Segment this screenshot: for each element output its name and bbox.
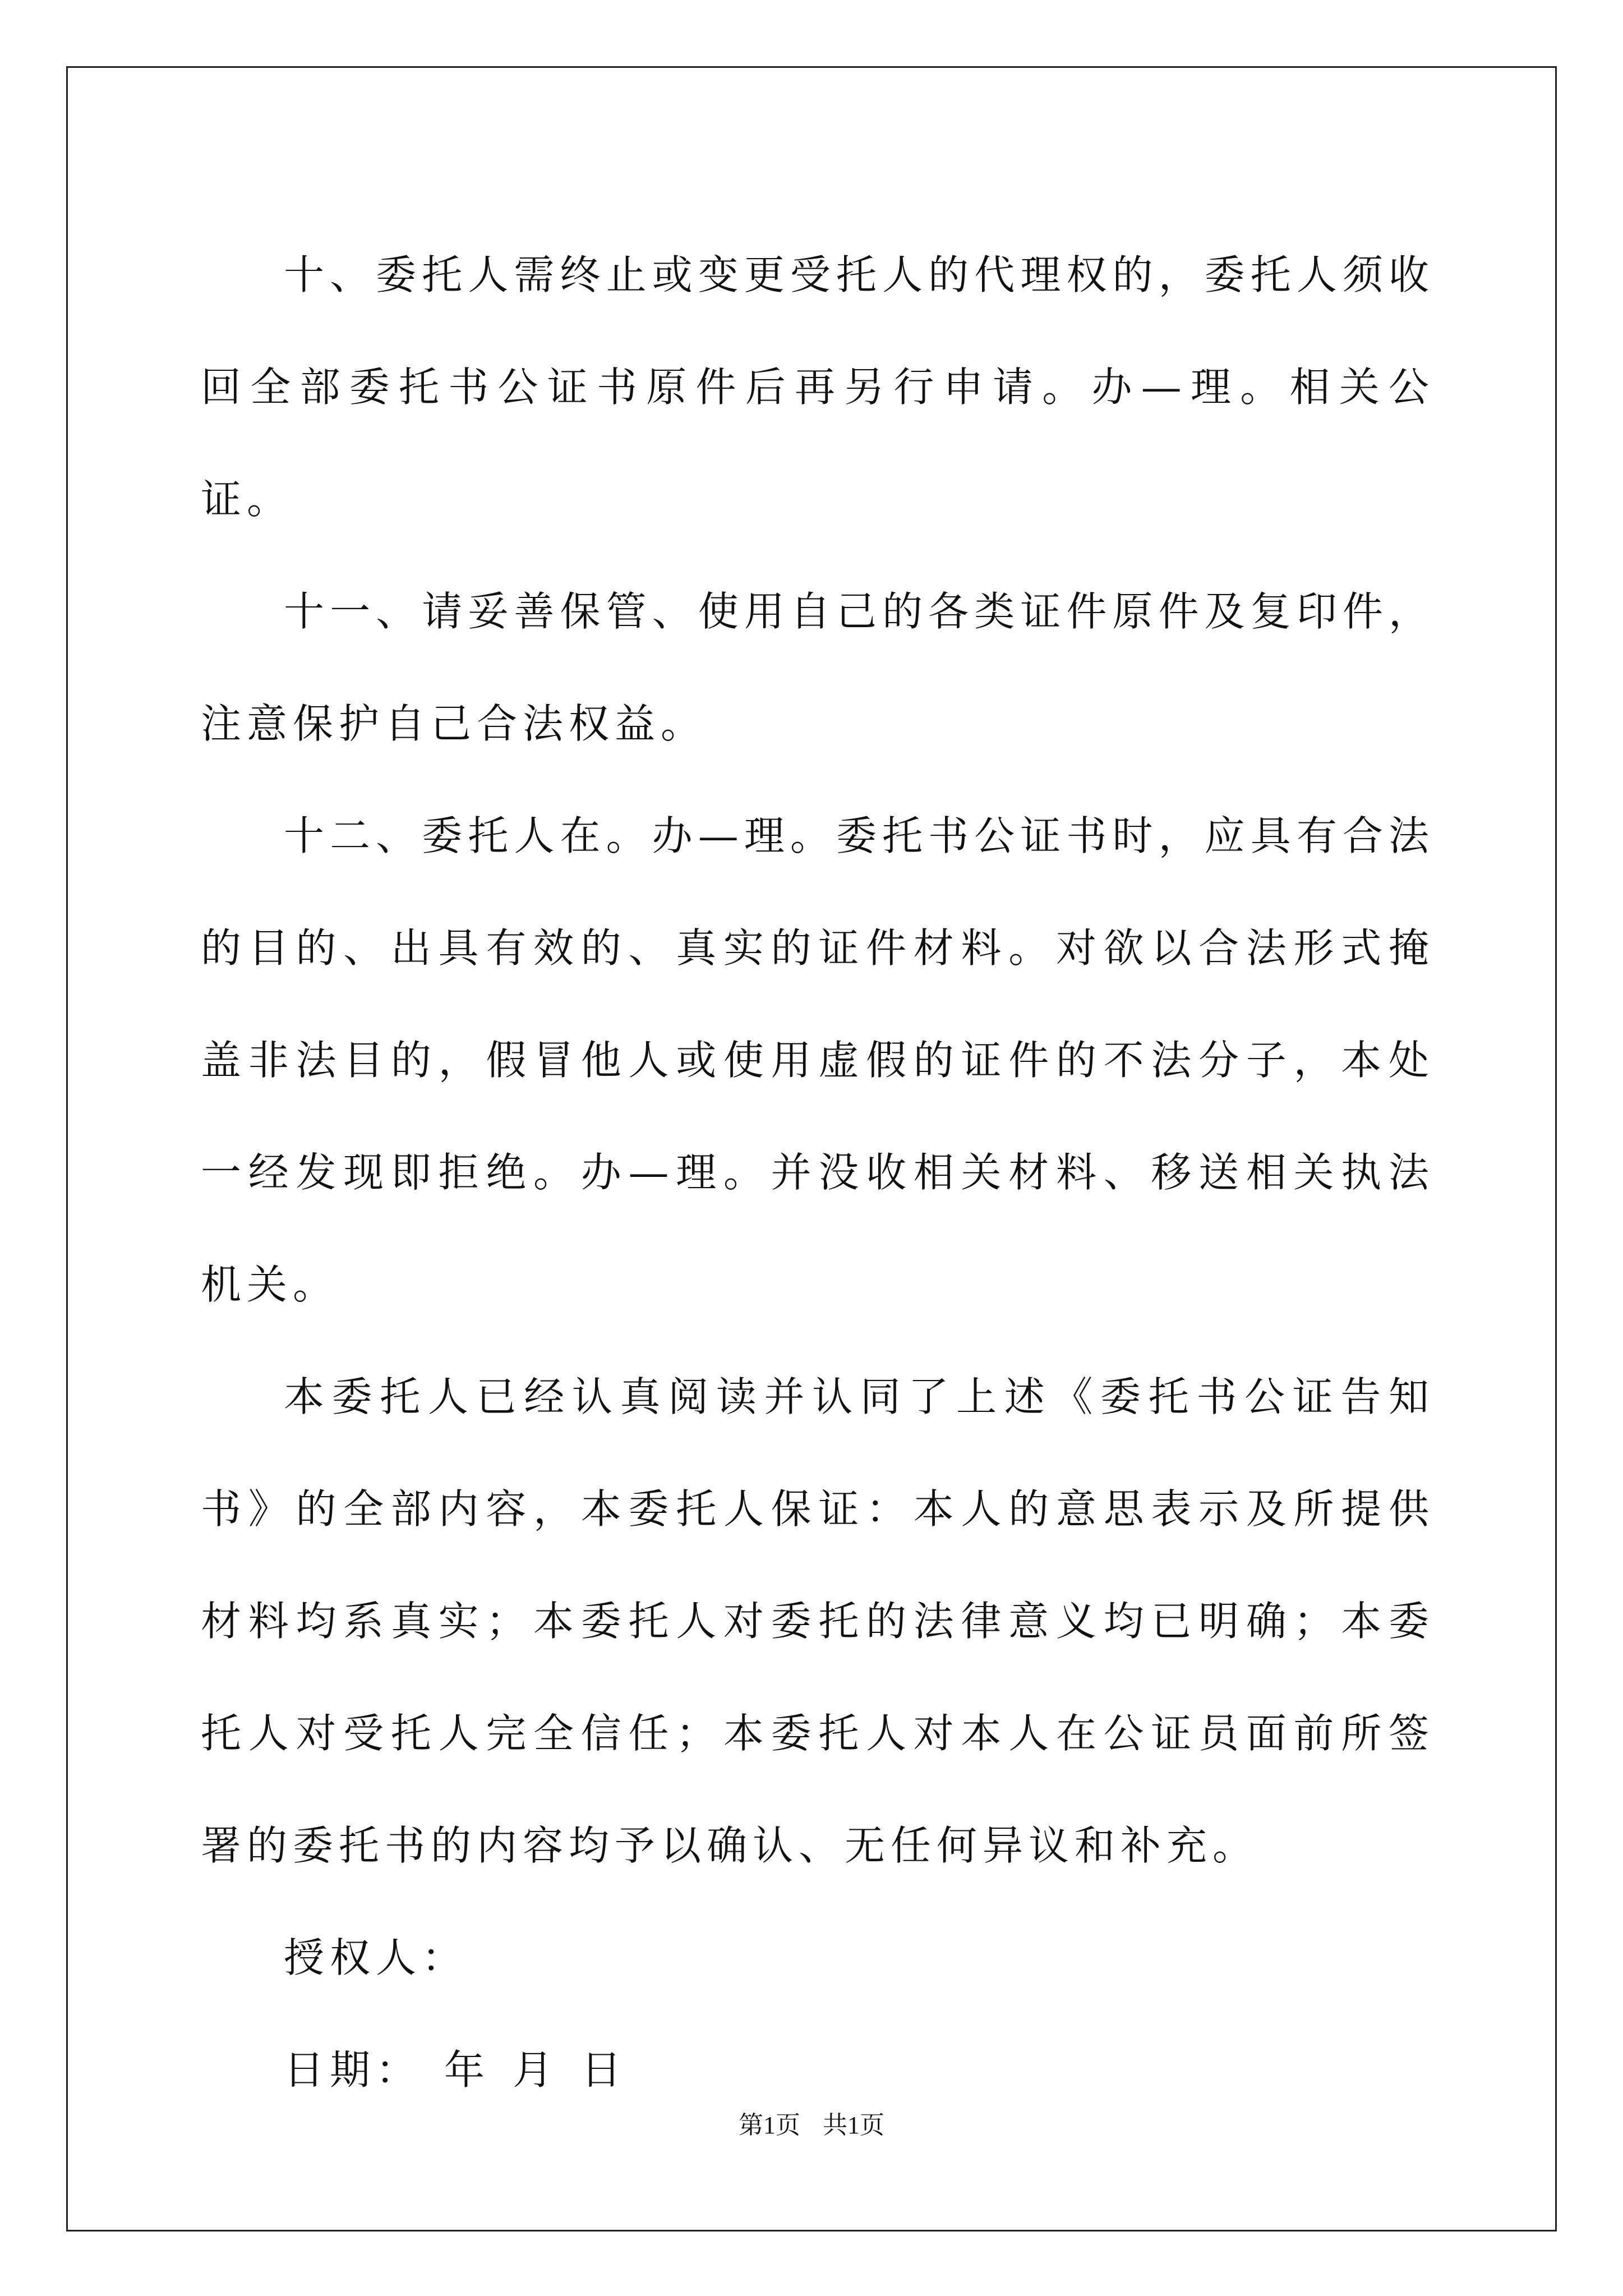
date-month: 月 — [513, 2046, 559, 2093]
paragraph-10: 十、委托人需终止或变更受托人的代理权的，委托人须收回全部委托书公证书原件后再另行申请。办—理。相关公证。 — [201, 251, 1435, 523]
date-label: 日期： — [284, 2046, 422, 2093]
date-day: 日 — [581, 2046, 628, 2093]
page-number: 第1页 — [739, 2111, 800, 2139]
date-year: 年 — [444, 2046, 491, 2093]
authorizer-label: 授权人： — [284, 1934, 468, 1981]
page-footer — [0, 2105, 1623, 2141]
paragraph-12: 十二、委托人在。办—理。委托书公证书时，应具有合法的目的、出具有效的、真实的证件材料。对欲以合法形式掩盖非法目的，假冒他人或使用虚假的证件的不法分子，本处一经发现即拒绝。办—理。并没收相关材料、移送相关执法机关。 — [201, 812, 1435, 1308]
paragraph-declaration: 本委托人已经认真阅读并认同了上述《委托书公证告知书》的全部内容，本委托人保证：本人的意思表示及所提供材料均系真实；本委托人对委托的法律意义均已明确；本委托人对受托人完全信任；本委托人对本人在公证员面前所签署的委托书的内容均予以确认、无任何异议和补充。 — [201, 1373, 1435, 1869]
page-total: 共1页 — [823, 2111, 884, 2139]
document-body — [201, 219, 1435, 2126]
authorizer-line — [201, 1902, 1435, 2014]
paragraph-11: 十一、请妥善保管、使用自己的各类证件原件及复印件，注意保护自己合法权益。 — [201, 588, 1435, 747]
